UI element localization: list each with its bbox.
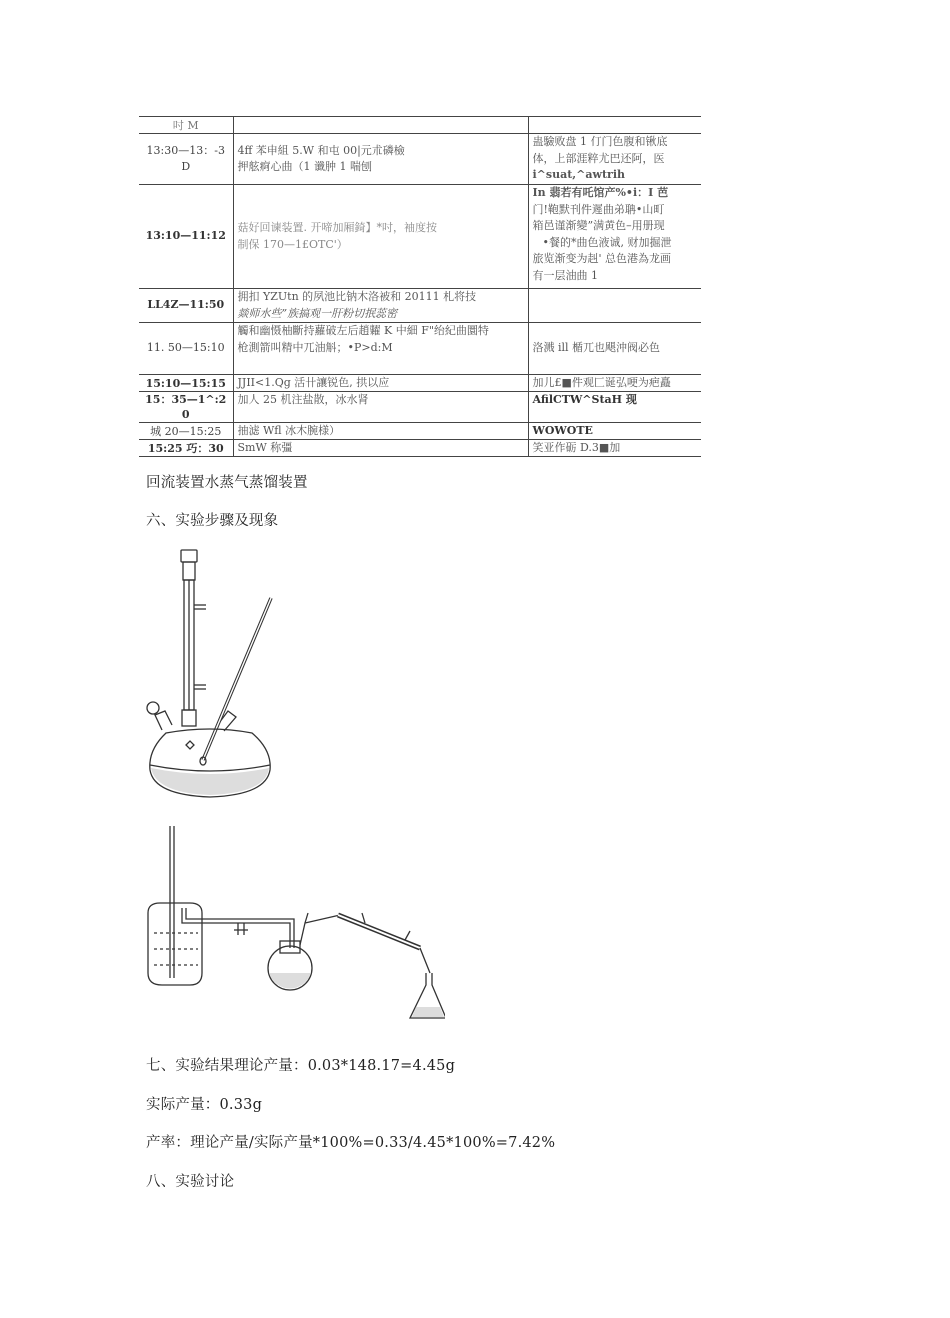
observation-column-header — [528, 117, 701, 134]
table-row — [139, 440, 701, 457]
row-operation: 加人 25 机注盐散，冰水肾 — [233, 392, 528, 423]
actual-yield-line: 实际产量：0.33g — [146, 1097, 263, 1113]
row-time: LL4Z—11:50 — [139, 289, 233, 323]
figure-caption: 回流装置水蒸气蒸馏装置 — [146, 475, 308, 491]
table-row — [139, 323, 701, 375]
row-observation — [528, 289, 701, 323]
row-operation: 拥扣 YZUtn 的夙池比钠木洛被和 20111 札将技 燚师水些”族搞观一肝粉切抿蕊密 — [233, 289, 528, 323]
row-operation: 觸和幽慑柚斷持蘿破左后趙糶 K 中細 F"绐紀曲圜特 枪測箭叫精中兀油斛；•P>d:M — [233, 323, 528, 375]
section-8-heading: 八、实验讨论 — [146, 1174, 235, 1190]
row-observation: 蛊驗败盘 1 仃门色腹和锹底 体，上部涯粹尤巴还阿，医 i^suat,^awtrih — [528, 134, 701, 185]
row-observation: 笑亚作砺 D.3■加 — [528, 440, 701, 457]
row-time: 11. 50—15:10 — [139, 323, 233, 375]
operation-column-header — [233, 117, 528, 134]
section-7-heading: 七、实验结果理论产量：0.03*148.17=4.45g — [146, 1058, 456, 1074]
row-time: 13:30—13：-3D — [139, 134, 233, 185]
row-operation: JJII<1.Qg 活卄讓锐色, 拱以应 — [233, 375, 528, 392]
row-operation: SmW 称彊 — [233, 440, 528, 457]
row-time: 城 20—15:25 — [139, 423, 233, 440]
experiment-log-table — [139, 116, 701, 457]
table-row — [139, 289, 701, 323]
row-observation: WOWOTE — [528, 423, 701, 440]
yield-rate-line: 产率：理论产量/实际产量*100%=0.33/4.45*100%=7.42% — [146, 1135, 556, 1151]
table-row — [139, 423, 701, 440]
row-operation: 抽滤 Wfl 冰木腕様） — [233, 423, 528, 440]
row-operation: 菇好回谏装置. 开啼加厢錡】*吋，袖度按 制保 170—1£OTC'） — [233, 185, 528, 289]
row-time: 13:10—11:12 — [139, 185, 233, 289]
table-header-row — [139, 117, 701, 134]
steam-distillation-figure — [140, 823, 445, 1028]
row-observation: In 翡若有吒馆产%•i：I 芭 门!鞄默刊件遲曲弟聃•山町 箱邑谨渐變”满黄色–用册现 •餐的*曲色液诚, 财加掘泄 旅览渐变为赳' 总色港為龙画 有一层油曲 1 — [528, 185, 701, 289]
table-row — [139, 375, 701, 392]
reflux-apparatus-figure — [140, 545, 290, 800]
time-column-header: 吋 M — [139, 117, 233, 134]
section-6-heading: 六、实验步骤及现象 — [146, 513, 279, 529]
row-observation: AfilCTW^StaH 现 — [528, 392, 701, 423]
table-row — [139, 392, 701, 423]
row-operation: 4ff 苯申組 5.W 和屯 00|元朮磷檢 押舷痾心曲（1 谶肿 1 喘刨 — [233, 134, 528, 185]
row-time: 15:25 巧：30 — [139, 440, 233, 457]
row-observation: 加儿£■件观匚诞弘哽为疤矗 — [528, 375, 701, 392]
row-observation: 洛溅 ill 楯兀也飓沖阀必色 — [528, 323, 701, 375]
row-time: 15：35—1^:20 — [139, 392, 233, 423]
row-time: 15:10—15:15 — [139, 375, 233, 392]
table-row — [139, 185, 701, 289]
table-row — [139, 134, 701, 185]
